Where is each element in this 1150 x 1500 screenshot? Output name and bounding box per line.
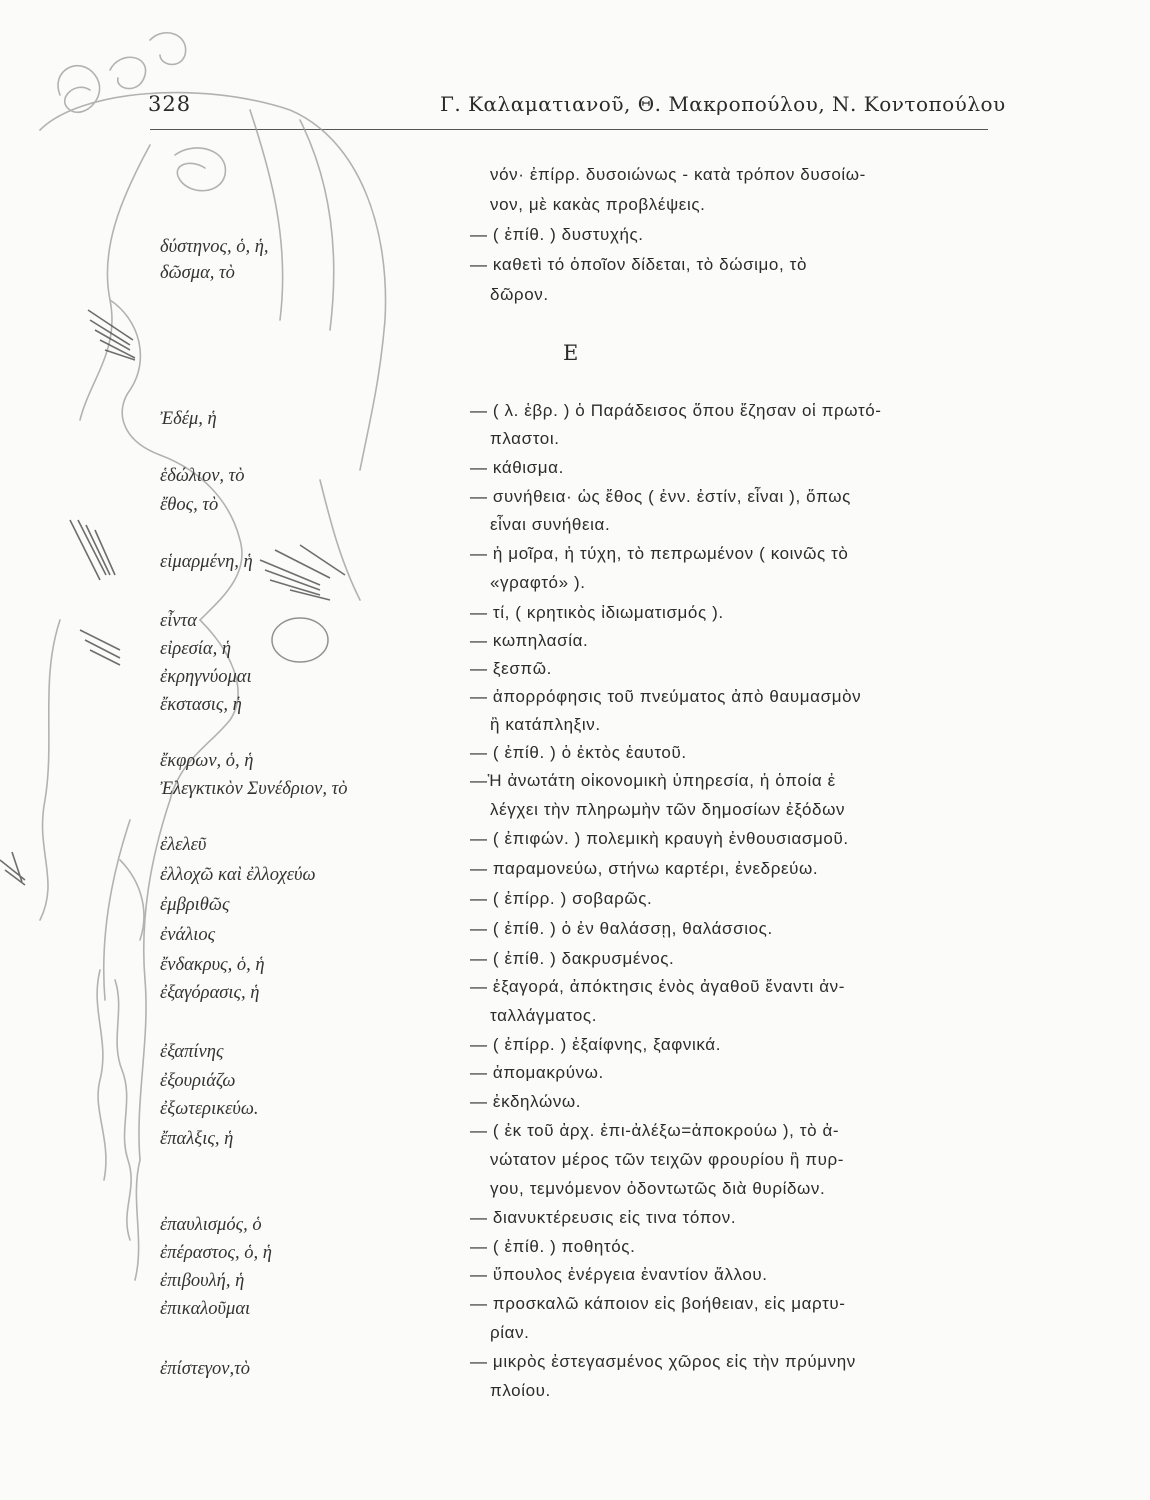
definition-line: — κωπηλασία. (470, 631, 589, 650)
definition-line: — προσκαλῶ κάποιον εἰς βοήθειαν, εἰς μαρτυ- (470, 1294, 846, 1313)
definition-line: — ξεσπῶ. (470, 659, 552, 678)
definition-line: νον, μὲ κακὰς προβλέψεις. (490, 195, 706, 214)
section-letter: Ε (563, 341, 579, 365)
definition-line: — ( ἐπίρρ. ) ἐξαίφνης, ξαφνικά. (470, 1035, 722, 1054)
definition-line: — ἐκδηλώνω. (470, 1092, 582, 1111)
definition-line: — ( ἐπίθ. ) ποθητός. (470, 1237, 636, 1256)
definition-line: δῶρον. (490, 285, 549, 304)
definition-line: πλαστοι. (490, 429, 560, 448)
term: ἐξαγόρασις, ἡ (160, 983, 260, 1003)
term: ἔπαλξις, ἡ (160, 1129, 234, 1149)
term: εἶντα (160, 611, 197, 631)
definition-line: ρίαν. (490, 1323, 530, 1342)
term: εἰρεσία, ἡ (160, 639, 232, 659)
term: ἔκφρων, ὁ, ἡ (160, 751, 254, 771)
definition-line: λέγχει τὴν πληρωμὴν τῶν δημοσίων ἐξόδων (490, 800, 846, 819)
definition-line: νόν· ἐπίρρ. δυσοιώνως - κατὰ τρόπον δυσοίω- (490, 165, 866, 184)
definition-line: — διανυκτέρευσις εἰς τινα τόπον. (470, 1208, 737, 1227)
definition-line: — ὕπουλος ἐνέργεια ἐναντίον ἄλλου. (470, 1265, 768, 1284)
definition-line: — ( λ. ἑβρ. ) ὁ Παράδεισος ὅπου ἔζησαν οἱ πρωτό- (470, 401, 882, 420)
page-number: 328 (148, 92, 192, 116)
definition-line: — ( ἐπίθ. ) δακρυσμένος. (470, 949, 675, 968)
definition-line: — παραμονεύω, στήνω καρτέρι, ἐνεδρεύω. (470, 859, 819, 878)
term: δύστηνος, ὁ, ἡ, (160, 237, 269, 257)
definition-line: — καθετὶ τό ὁποῖον δίδεται, τὸ δώσιμο, τὸ (470, 255, 808, 274)
definition-line: — ( ἐπιφών. ) πολεμικὴ κραυγὴ ἐνθουσιασμοῦ. (470, 829, 849, 848)
definition-line: εἶναι συνήθεια. (490, 515, 611, 534)
term: ἑδώλιον, τὸ (160, 466, 245, 486)
term: ἐπικαλοῦμαι (160, 1299, 251, 1319)
definition-line: — τί, ( κρητικὸς ἰδιωματισμός ). (470, 603, 724, 622)
term: ἐπιβουλή, ἡ (160, 1271, 245, 1291)
term: ἐπέραστος, ὁ, ἡ (160, 1243, 272, 1263)
definition-line: — ἡ μοῖρα, ἡ τύχη, τὸ πεπρωμένον ( κοινῶς τὸ (470, 544, 849, 563)
definition-line: — συνήθεια· ὡς ἔθος ( ἐνν. ἐστίν, εἶναι ), ὅπως (470, 487, 851, 506)
definition-line: ταλλάγματος. (490, 1006, 598, 1025)
term: ἐμβριθῶς (160, 895, 230, 915)
definition-line: πλοίου. (490, 1381, 551, 1400)
term: ἐξαπίνης (160, 1042, 224, 1062)
definition-line: — κάθισμα. (470, 458, 564, 477)
definition-line: — ἐξαγορά, ἀπόκτησις ἑνὸς ἀγαθοῦ ἔναντι ἀν- (470, 977, 845, 996)
term: ἐνάλιος (160, 925, 216, 945)
term: δῶσμα, τὸ (160, 263, 235, 283)
definition-line: — ( ἐπίρρ. ) σοβαρῶς. (470, 889, 653, 908)
definition-line: — ἀπομακρύνω. (470, 1063, 604, 1082)
term: ἐκρηγνύομαι (160, 667, 252, 687)
definition-line: ἢ κατάπληξιν. (490, 715, 601, 734)
definition-line: — μικρὸς ἐστεγασμένος χῶρος εἰς τὴν πρύμνην (470, 1352, 856, 1371)
term: ἔκστασις, ἡ (160, 695, 242, 715)
definition-line: — ἀπορρόφησις τοῦ πνεύματος ἀπὸ θαυμασμὸν (470, 687, 862, 706)
term: Ἐλεγκτικὸν Συνέδριον, τὸ (160, 779, 348, 799)
running-head: Γ. Καλαματιανοῦ, Θ. Μακροπούλου, Ν. Κοντοπούλου (440, 92, 1006, 116)
definition-line: «γραφτό» ). (490, 573, 586, 592)
term: ἐξουριάζω (160, 1071, 236, 1091)
definition-line: — ( ἐπίθ. ) ὁ ἐκτὸς ἑαυτοῦ. (470, 743, 687, 762)
term: ἐπίστεγον,τὸ (160, 1359, 250, 1379)
term: εἱμαρμένη, ἡ (160, 552, 253, 572)
term: ἐλλοχῶ καὶ ἐλλοχεύω (160, 865, 316, 885)
term: ἔθος, τὸ (160, 495, 219, 515)
definition-line: — ( ἐπίθ. ) ὁ ἐν θαλάσσῃ, θαλάσσιος. (470, 919, 773, 938)
definition-line: — ( ἐπίθ. ) δυστυχής. (470, 225, 644, 244)
definition-line: νώτατον μέρος τῶν τειχῶν φρουρίου ἢ πυρ- (490, 1150, 845, 1169)
term: Ἐδέμ, ἡ (160, 409, 217, 429)
term: ἐξωτερικεύω. (160, 1099, 259, 1119)
header-rule (150, 129, 988, 130)
definition-line: — ( ἐκ τοῦ ἀρχ. ἐπι-ἀλέξω=ἀποκρούω ), τὸ ἀ- (470, 1121, 840, 1140)
definition-line: —Ἡ ἀνωτάτη οἰκονομικὴ ὑπηρεσία, ἡ ὁποία ἐ (470, 771, 836, 790)
term: ἐλελεῦ (160, 835, 207, 855)
term: ἔνδακρυς, ὁ, ἡ (160, 955, 265, 975)
definition-line: γου, τεμνόμενον ὀδοντωτῶς διὰ θυρίδων. (490, 1179, 826, 1198)
term: ἐπαυλισμός, ὁ (160, 1215, 262, 1235)
